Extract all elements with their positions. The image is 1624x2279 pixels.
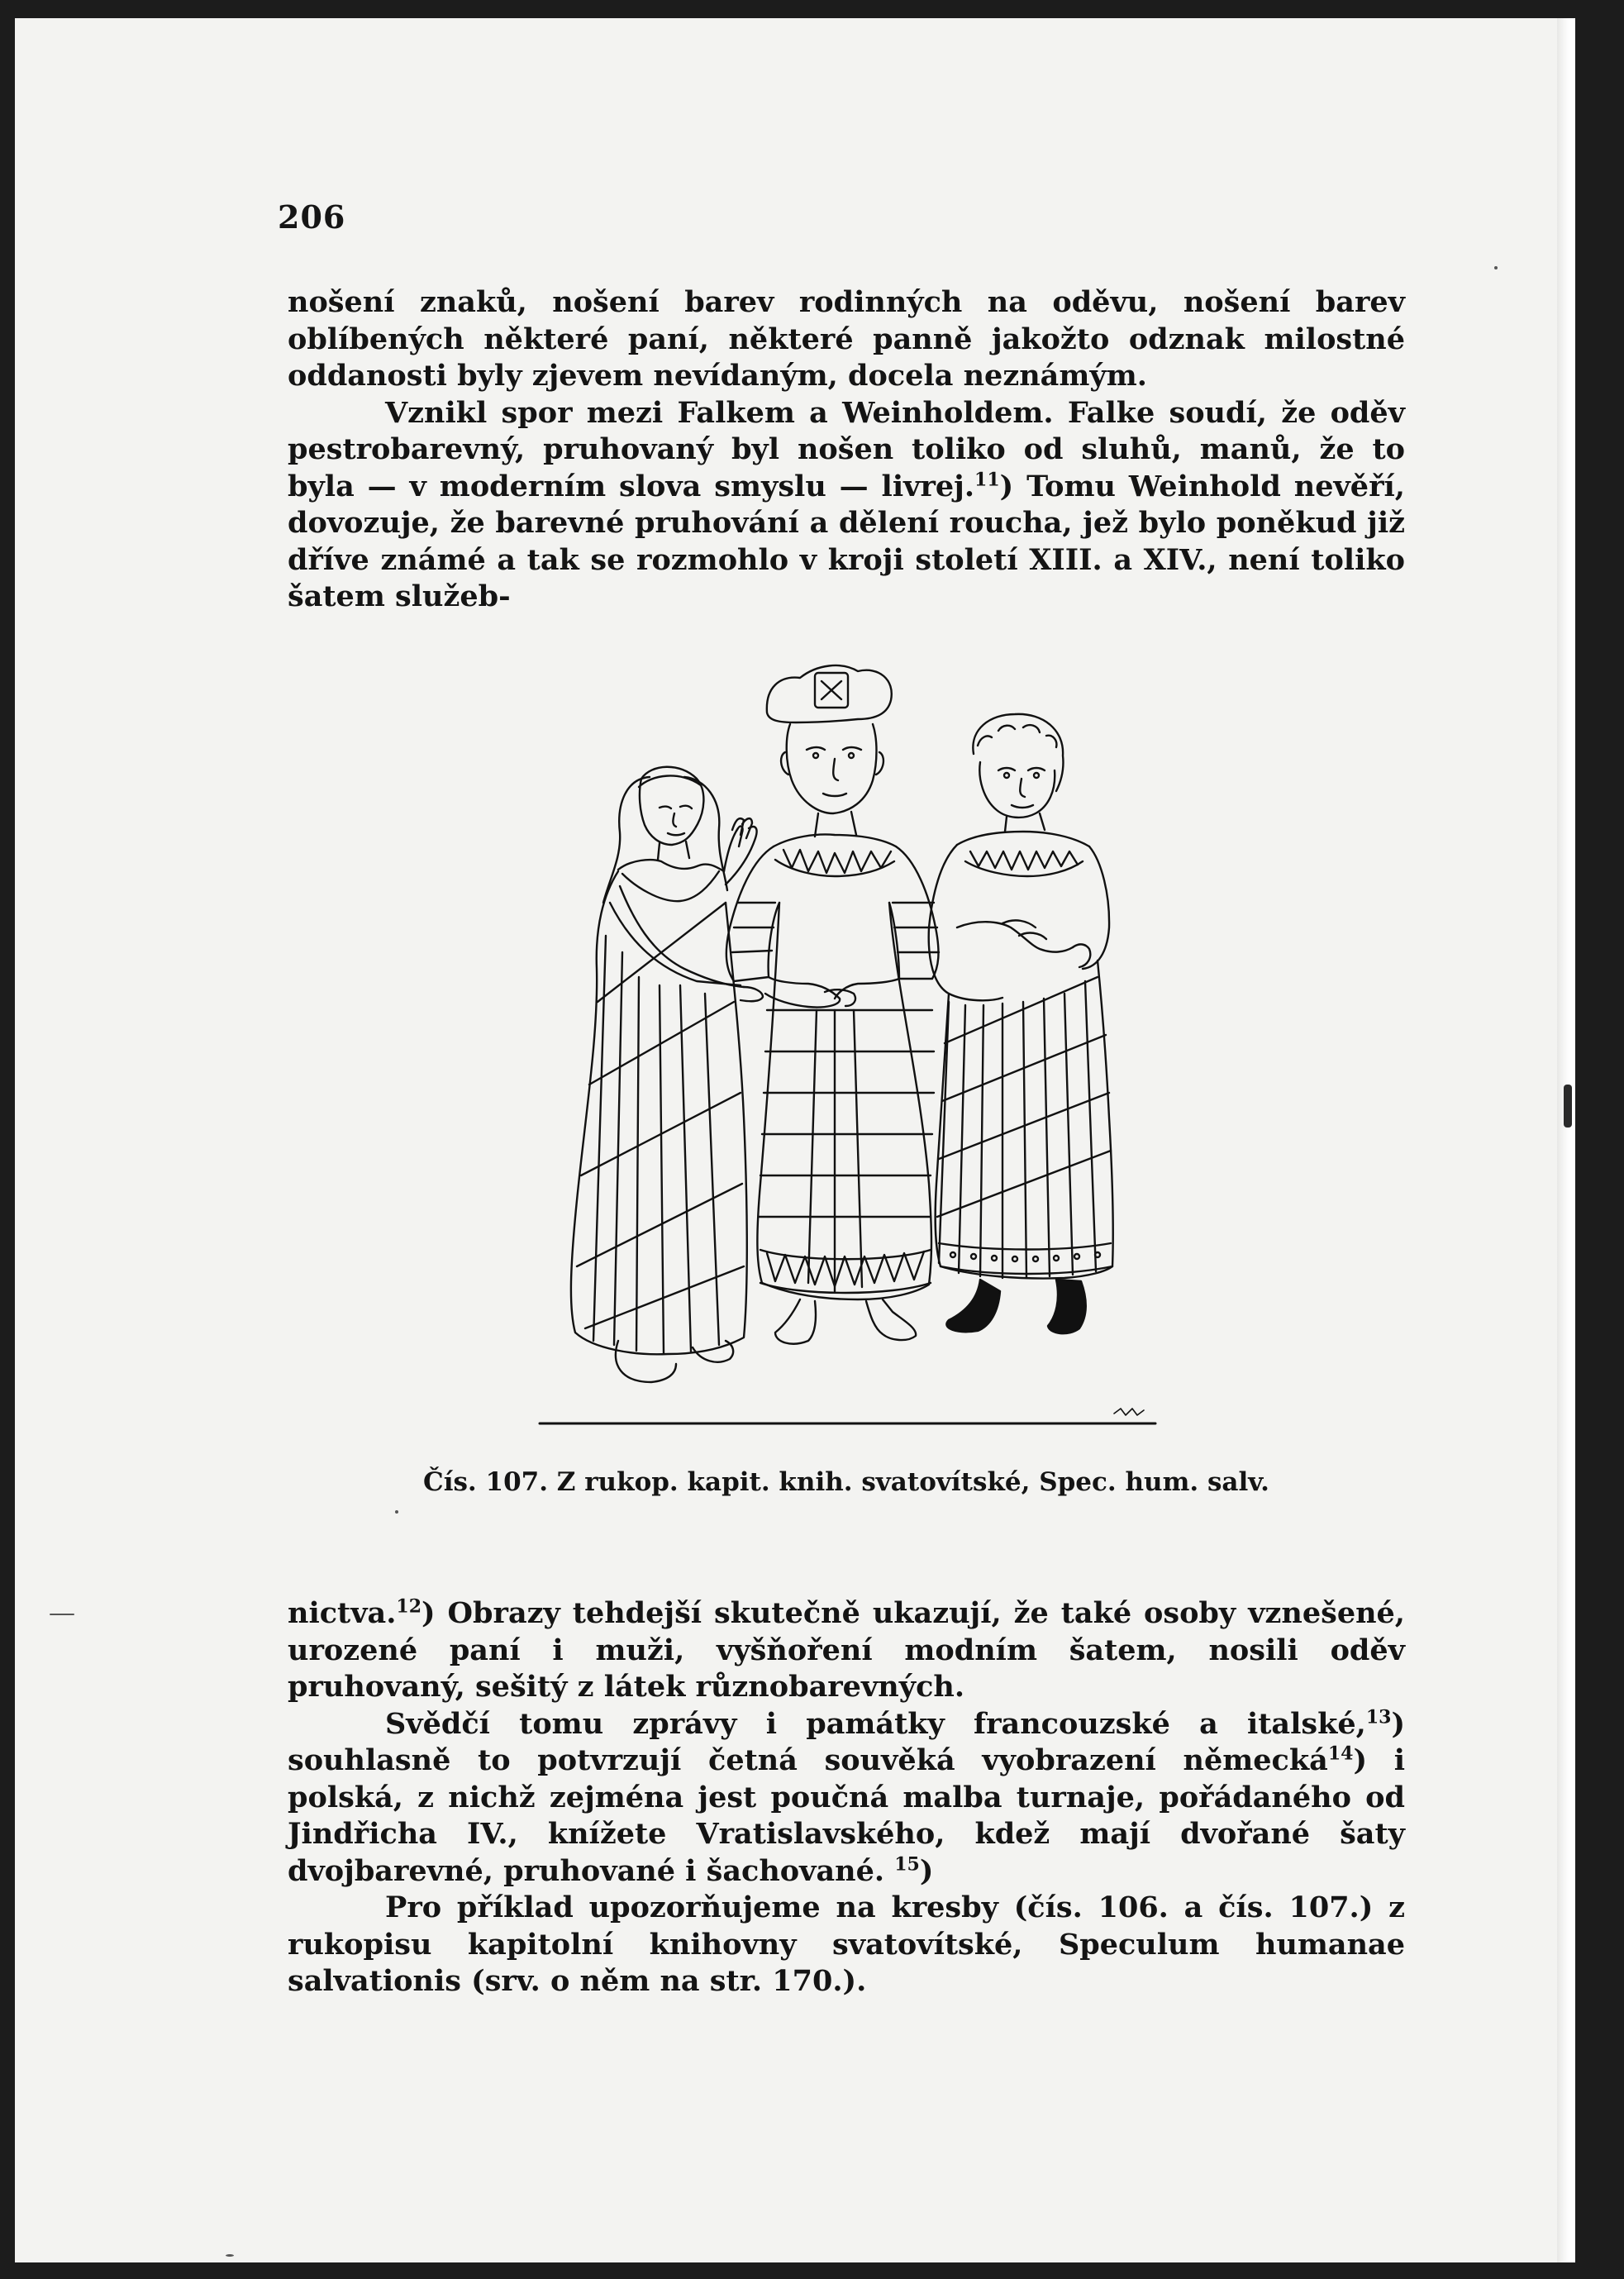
- artist-mark: [1114, 1409, 1144, 1415]
- figure-three-figures-illustration: [527, 655, 1164, 1436]
- paragraph-top-2-text-b: ) Tomu Weinhold nevěří, dovozuje, že barevné pruhování a dělení roucha, jež bylo poněkud již dříve známé a tak se rozmohlo v kroji století XIII. a XIV., není toliko šatem služeb-: [288, 469, 1405, 613]
- footnote-ref-15: 15: [894, 1852, 920, 1875]
- paragraph-bottom-2-text-b: ) souhlasně to potvrzují četná souvěká vyobrazení německá: [288, 1706, 1405, 1777]
- page-number: 206: [278, 198, 346, 236]
- paragraph-top-2-text-a: Vznikl spor mezi Falkem a Weinholdem. Falke soudí, že oděv pestrobarevný, pruhovaný byl nošen toliko od sluhů, manů, že to byla — v moderním slova smyslu — livrej.: [288, 395, 1405, 503]
- print-speck: [50, 1614, 74, 1615]
- paragraph-top-1: nošení znaků, nošení barev rodinných na oděvu, nošení barev oblíbených některé paní, některé panně jakožto odznak milostné oddanosti byly zjevem nevídaným, docela neznámým.: [288, 285, 1405, 393]
- page-edge: [1557, 18, 1575, 2262]
- print-speck: [226, 2254, 234, 2257]
- paragraph-bottom-2-text-a: Svědčí tomu zprávy i památky francouzské a italské,: [385, 1706, 1366, 1741]
- paragraph-bottom-3: Pro příklad upozorňujeme na kresby (čís. 106. a čís. 107.) z rukopisu kapitolní knihovny svatovítské, Speculum humanae salvationis (srv. o něm na str. 170.).: [288, 1890, 1405, 1998]
- footnote-ref-13: 13: [1365, 1705, 1392, 1728]
- paragraph-bottom-2: [288, 1706, 1405, 1890]
- paragraph-top-2: [288, 395, 1405, 616]
- right-figure-person: [929, 714, 1113, 1333]
- print-speck: [1494, 266, 1498, 269]
- bottom-text-block: [288, 1595, 1405, 2000]
- top-text-block: [288, 284, 1405, 616]
- footnote-ref-11: 11: [974, 468, 1000, 490]
- paragraph-bottom-1-text-a: nictva.: [288, 1596, 397, 1630]
- paragraph-bottom-1: [288, 1595, 1405, 1706]
- footnote-ref-14: 14: [1327, 1743, 1354, 1765]
- paragraph-bottom-2-text-c: ) i polská, z nichž zejména jest poučná malba turnaje, pořádaného od Jindřicha IV., knížete Vratislavského, kdež mají dvořané šaty dvojbarevné, pruhované i šachované.: [288, 1743, 1406, 1888]
- print-speck: [395, 1510, 398, 1514]
- paragraph-bottom-1-text-b: ) Obrazy tehdejší skutečně ukazují, že také osoby vznešené, urozené paní i muži, vyšňoření modním šatem, nosili oděv pruhovaný, sešitý z látek různobarevných.: [288, 1596, 1405, 1704]
- book-page: [15, 18, 1575, 2262]
- paragraph-bottom-2-text-d: ): [919, 1853, 934, 1888]
- binding-mark: [1564, 1085, 1572, 1128]
- figure-caption: Čís. 107. Z rukop. kapit. knih. svatovítské, Spec. hum. salv.: [423, 1467, 1269, 1497]
- left-figure-woman: [571, 767, 763, 1382]
- center-figure-man: [726, 665, 939, 1344]
- footnote-ref-12: 12: [396, 1595, 422, 1618]
